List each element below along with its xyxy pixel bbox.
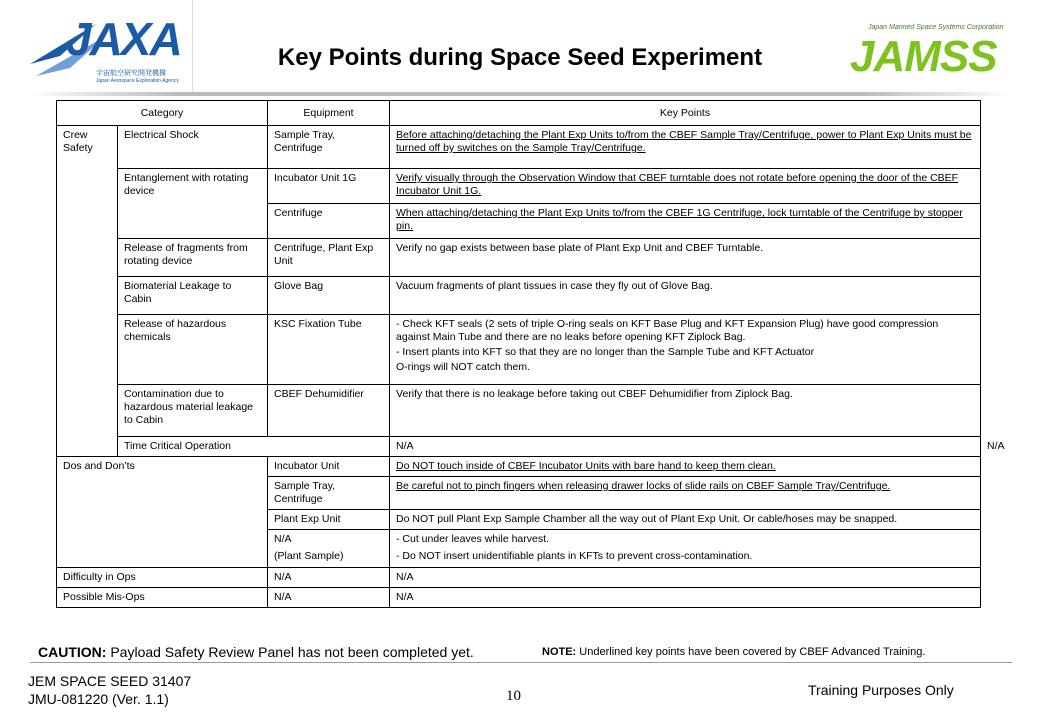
key-point-text: Verify visually through the Observation Window that CBEF turntable does not rotate before opening the door of the CBEF Incubator Unit 1G. — [396, 172, 959, 197]
category-cell: Time Critical Operation — [118, 437, 390, 457]
key-point-cell — [390, 126, 981, 169]
equipment-cell: Centrifuge, Plant Exp Unit — [268, 239, 390, 277]
subcategory-cell: Release of hazardous chemicals — [118, 315, 268, 385]
equipment-cell: CBEF Dehumidifier — [268, 385, 390, 437]
header-key-points: Key Points — [390, 101, 981, 126]
equipment-cell: Incubator Unit — [268, 457, 390, 477]
jamss-logo — [848, 22, 1016, 81]
equipment-line: N/A — [274, 533, 292, 545]
table-row — [57, 239, 981, 277]
jamss-subtitle: Japan Manned Space Systems Corporation — [868, 24, 1004, 31]
key-point-cell — [390, 204, 981, 239]
table-row — [57, 457, 981, 477]
page-number: 10 — [506, 688, 521, 704]
jaxa-wordmark: JAXA — [66, 13, 181, 65]
key-points-table — [56, 100, 1005, 608]
table-header-row — [57, 101, 981, 126]
subcategory-cell: Electrical Shock — [118, 126, 268, 169]
table-row — [57, 315, 981, 385]
table-row — [57, 126, 981, 169]
subcategory-cell: Contamination due to hazardous material leakage to Cabin — [118, 385, 268, 437]
header-rule — [30, 92, 1012, 96]
key-point-text: Do NOT touch inside of CBEF Incubator Units with bare hand to keep them clean. — [396, 460, 776, 472]
header-equipment: Equipment — [268, 101, 390, 126]
caution-label: CAUTION: — [38, 644, 107, 660]
caution-text: Payload Safety Review Panel has not been completed yet. — [110, 644, 474, 660]
equipment-cell: Glove Bag — [268, 277, 390, 315]
header-category: Category — [57, 101, 268, 126]
jaxa-logo — [26, 6, 186, 90]
equipment-cell: Sample Tray, Centrifuge — [268, 126, 390, 169]
category-cell: Dos and Don’ts — [57, 457, 268, 568]
key-point-cell — [390, 169, 981, 204]
table-row — [57, 588, 981, 608]
equipment-cell: Centrifuge — [268, 204, 390, 239]
note-label: NOTE: — [542, 646, 577, 658]
caution-note — [38, 644, 474, 660]
page-title: Key Points during Space Seed Experiment — [277, 44, 763, 71]
key-point-cell — [390, 315, 981, 385]
jaxa-subtitle-jp: 宇宙航空研究開発機構 — [96, 70, 166, 77]
key-point-cell: Do NOT pull Plant Exp Sample Chamber all the way out of Plant Exp Unit. Or cable/hoses may be snapped. — [390, 510, 981, 530]
equipment-cell: Incubator Unit 1G — [268, 169, 390, 204]
key-point-cell: Verify no gap exists between base plate of Plant Exp Unit and CBEF Turntable. — [390, 239, 981, 277]
key-point-cell: N/A — [390, 588, 981, 608]
key-point-text: When attaching/detaching the Plant Exp Units to/from the CBEF 1G Centrifuge, lock turntable of the Centrifuge by stopper pin. — [396, 207, 963, 232]
equipment-cell — [268, 530, 390, 568]
key-point-line: - Insert plants into KFT so that they are no longer than the Sample Tube and KFT Actuator — [396, 346, 815, 358]
category-cell: Difficulty in Ops — [57, 568, 268, 588]
equipment-line: (Plant Sample) — [274, 550, 344, 562]
key-point-line: - Check KFT seals (2 sets of triple O-ring seals on KFT Base Plug and KFT Expansion Plug) have good compression against Main Tube and there are no leaks before opening KFT Ziplock Bag. — [396, 318, 939, 343]
table-row — [57, 568, 981, 588]
note-text: Underlined key points have been covered by CBEF Advanced Training. — [579, 646, 926, 658]
footer-doc-info — [28, 672, 191, 708]
table-row: Time Critical Operation N/A N/A — [57, 437, 981, 457]
footer-rule — [30, 662, 1012, 663]
jamss-wordmark: JAMSS — [850, 32, 997, 81]
footer-purpose: Training Purposes Only — [808, 682, 954, 698]
equipment-cell: N/A — [268, 588, 390, 608]
category-crew-safety: Crew Safety — [57, 126, 118, 457]
equipment-cell: Sample Tray, Centrifuge — [268, 477, 390, 510]
equipment-cell: KSC Fixation Tube — [268, 315, 390, 385]
jaxa-subtitle-en: Japan Aerospace Exploration Agency — [96, 78, 179, 84]
key-point-text: Be careful not to pinch fingers when releasing drawer locks of slide rails on CBEF Sample Tray/Centrifuge. — [396, 480, 891, 492]
key-point-cell — [390, 477, 981, 510]
table-row — [57, 169, 981, 204]
equipment-cell: N/A — [390, 437, 981, 457]
footer-doc-version: JMU-081220 (Ver. 1.1) — [28, 691, 169, 707]
equipment-cell: Plant Exp Unit — [268, 510, 390, 530]
table-row — [57, 385, 981, 437]
key-point-cell: N/A — [390, 568, 981, 588]
category-cell: Possible Mis-Ops — [57, 588, 268, 608]
key-point-cell: Verify that there is no leakage before taking out CBEF Dehumidifier from Ziplock Bag. — [390, 385, 981, 437]
subcategory-cell: Entanglement with rotating device — [118, 169, 268, 239]
training-note — [542, 646, 925, 658]
equipment-cell: N/A — [268, 568, 390, 588]
subcategory-cell: Release of fragments from rotating device — [118, 239, 268, 277]
footer-doc-id: JEM SPACE SEED 31407 — [28, 673, 192, 689]
key-point-cell — [390, 530, 981, 568]
key-point-cell — [390, 457, 981, 477]
key-point-line: - Cut under leaves while harvest. — [396, 533, 549, 545]
subcategory-cell: Biomaterial Leakage to Cabin — [118, 277, 268, 315]
key-point-line: O-rings will NOT catch them. — [396, 361, 531, 373]
key-point-line: - Do NOT insert unidentifiable plants in KFTs to prevent cross-contamination. — [396, 550, 753, 562]
key-point-text: Before attaching/detaching the Plant Exp Units to/from the CBEF Sample Tray/Centrifuge, power to Plant Exp Units must be turned off by switches on the Sample Tray/Centrifuge. — [396, 129, 972, 154]
key-point-cell: Vacuum fragments of plant tissues in case they fly out of Glove Bag. — [390, 277, 981, 315]
table-row — [57, 277, 981, 315]
